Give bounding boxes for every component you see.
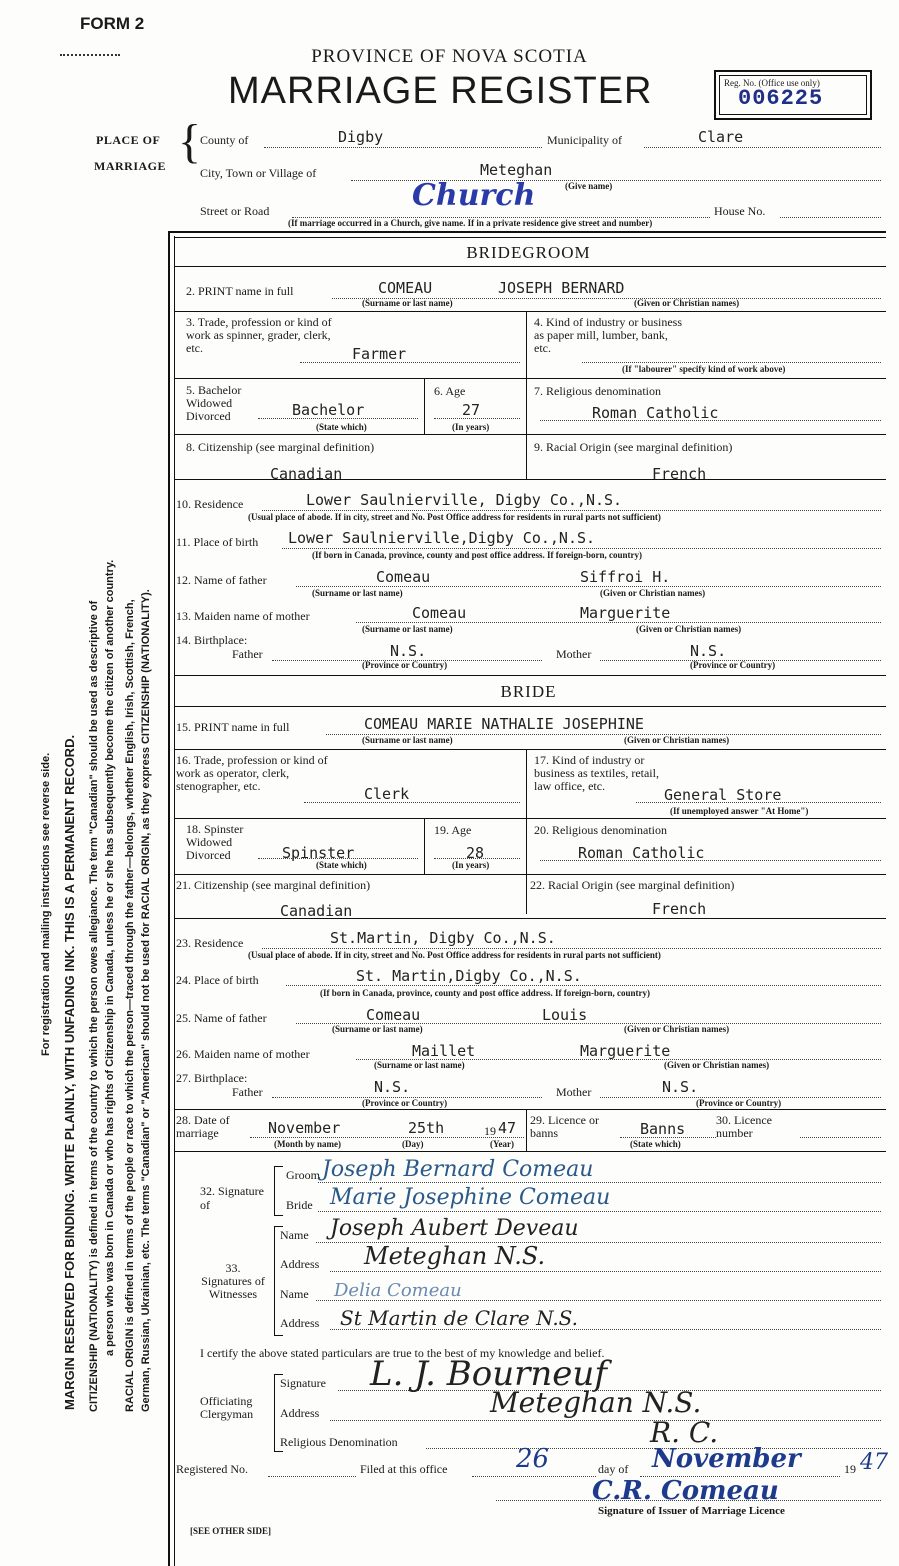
groom-signature: Joseph Bernard Comeau	[322, 1157, 594, 1182]
city-value: Meteghan	[480, 161, 553, 179]
bride-citizenship: Canadian	[280, 902, 353, 920]
marriage-day: 25th	[408, 1119, 445, 1137]
f2-label: 2. PRINT name in full	[186, 284, 294, 298]
f23-label: 23. Residence	[176, 936, 244, 950]
place-label-1: PLACE OF	[96, 133, 161, 147]
groom-mother-surname: Comeau	[412, 604, 467, 622]
f13-label: 13. Maiden name of mother	[176, 609, 310, 623]
witness2-address: St Martin de Clare N.S.	[340, 1306, 579, 1330]
groom-status: Bachelor	[292, 401, 365, 419]
margin-line-1: For registration and mailing instructions see reverse side.	[40, 752, 52, 1056]
bride-heading: BRIDE	[500, 682, 557, 701]
f15-label: 15. PRINT name in full	[176, 720, 290, 734]
groom-given: JOSEPH BERNARD	[498, 279, 625, 297]
clergy-religion: R. C.	[650, 1416, 719, 1449]
place-brace: {	[178, 115, 202, 168]
f7-label: 7. Religious denomination	[534, 384, 661, 398]
margin-line-2: MARGIN RESERVED FOR BINDING. WRITE PLAINLY, WITH UNFADING INK. THIS IS A PERMANENT RECORD.	[62, 734, 77, 1410]
witness1-name: Joseph Aubert Deveau	[330, 1216, 579, 1241]
f14-label: 14. Birthplace:	[176, 633, 248, 647]
marriage-month: November	[268, 1119, 341, 1137]
f32-label: 32. Signature of	[200, 1184, 264, 1212]
filed-year: 47	[860, 1450, 888, 1475]
margin-line-3: CITIZENSHIP (NATIONALITY) is defined in terms of the country to which the person owes allegiance. The term "Canadian" should be used as descriptive of	[88, 600, 100, 1412]
margin-line-6: German, Russian, Ukrainian, etc. The terms "Canadian" or "American" should not be used for RACIAL ORIGIN, as they express CITIZENSHIP (NATIONALITY).	[140, 589, 152, 1412]
groom-birthplace: Lower Saulnierville,Digby Co.,N.S.	[288, 529, 596, 547]
f11-label: 11. Place of birth	[176, 535, 259, 549]
f5-label: 5. Bachelor Widowed Divorced	[186, 383, 242, 423]
reg-number-box	[714, 70, 872, 120]
clergy-address: Meteghan N.S.	[490, 1386, 702, 1419]
bride-racial: French	[652, 900, 707, 918]
issuer-signature: C.R. Comeau	[592, 1476, 779, 1506]
place-label-2: MARRIAGE	[94, 159, 166, 173]
filed-label: Filed at this office	[360, 1462, 448, 1476]
bride-religion: Roman Catholic	[578, 844, 705, 862]
margin-line-5: RACIAL ORIGIN is defined in terms of the people or race to which the person—traced through the father—belongs, whether English, Irish, Scottish, French,	[124, 599, 136, 1412]
clergy-label: Officiating Clergyman	[200, 1394, 254, 1421]
certify-statement: I certify the above stated particulars are true to the best of my knowledge and belief.	[200, 1346, 605, 1360]
filed-month: November	[652, 1444, 801, 1474]
bride-name: COMEAU MARIE NATHALIE JOSEPHINE	[364, 715, 644, 733]
street-value: Church	[412, 178, 536, 213]
bride-mother-surname: Maillet	[412, 1042, 476, 1060]
bride-signature: Marie Josephine Comeau	[330, 1185, 611, 1210]
f28-label: 28. Date of marriage	[176, 1113, 230, 1140]
marriage-year: 47	[498, 1119, 517, 1137]
filed-day: 26	[516, 1444, 550, 1474]
groom-religion: Roman Catholic	[592, 404, 719, 422]
groom-racial: French	[652, 465, 707, 483]
groom-trade: Farmer	[352, 345, 407, 363]
bride-trade: Clerk	[364, 785, 410, 803]
groom-age: 27	[462, 401, 481, 419]
f6-label: 6. Age	[434, 384, 466, 398]
bride-industry: General Store	[664, 786, 782, 804]
f29-label: 29. Licence or banns	[530, 1113, 599, 1140]
f26-label: 26. Maiden name of mother	[176, 1047, 310, 1061]
witness1-address: Meteghan N.S.	[364, 1242, 546, 1270]
groom-mother-given: Marguerite	[580, 604, 671, 622]
issuer-label: Signature of Issuer of Marriage Licence	[598, 1505, 785, 1517]
form-left-rule	[168, 231, 170, 1566]
margin-line-4: a person who was born in Canada or who has rights of Citizenship in Canada, unless he or she has subsequently become the citizen of another country.	[104, 559, 116, 1356]
f33-label: 33. Signatures of Witnesses	[201, 1261, 265, 1301]
f10-label: 10. Residence	[176, 497, 244, 511]
give-name-hint: (Give name)	[565, 181, 613, 191]
street-label: Street or Road	[200, 204, 270, 218]
groom-mother-bp: N.S.	[690, 642, 727, 660]
bride-father-surname: Comeau	[366, 1006, 421, 1024]
province-heading: PROVINCE OF NOVA SCOTIA	[311, 46, 588, 67]
f21-label: 21. Citizenship (see marginal definition)	[176, 878, 371, 892]
f4-label: 4. Kind of industry or business as paper mill, lumber, bank, etc.	[534, 315, 682, 355]
f22-label: 22. Racial Origin (see marginal definition)	[530, 878, 735, 892]
bride-status: Spinster	[282, 844, 355, 862]
groom-father-surname: Comeau	[376, 568, 431, 586]
bride-father-bp: N.S.	[374, 1078, 411, 1096]
f9-label: 9. Racial Origin (see marginal definition)	[534, 440, 733, 454]
f30-label: 30. Licence number	[716, 1113, 772, 1140]
bridegroom-heading: BRIDEGROOM	[466, 243, 591, 262]
bride-age: 28	[466, 844, 485, 862]
f8-label: 8. Citizenship (see marginal definition)	[186, 440, 375, 454]
f25-label: 25. Name of father	[176, 1011, 267, 1025]
bride-mother-bp: N.S.	[662, 1078, 699, 1096]
clergy-signature: L. J. Bourneuf	[370, 1354, 607, 1394]
witness2-name: Delia Comeau	[334, 1280, 462, 1301]
f17-label: 17. Kind of industry or business as textiles, retail, law office, etc.	[534, 753, 659, 793]
municipality-value: Clare	[698, 128, 744, 146]
groom-residence: Lower Saulnierville, Digby Co.,N.S.	[306, 491, 623, 509]
city-label: City, Town or Village of	[200, 166, 317, 180]
see-other-side: [SEE OTHER SIDE]	[190, 1526, 272, 1536]
bride-father-given: Louis	[542, 1006, 588, 1024]
county-value: Digby	[338, 128, 384, 146]
f16-label: 16. Trade, profession or kind of work as operator, clerk, stenographer, etc.	[176, 753, 328, 793]
form-number: FORM 2	[80, 14, 145, 33]
f19-label: 19. Age	[434, 823, 472, 837]
reg-number: 006225	[738, 86, 824, 111]
f24-label: 24. Place of birth	[176, 973, 259, 987]
groom-citizenship: Canadian	[270, 465, 343, 483]
county-label: County of	[200, 133, 249, 147]
bride-residence: St.Martin, Digby Co.,N.S.	[330, 929, 556, 947]
f18-label: 18. Spinster Widowed Divorced	[186, 822, 244, 862]
groom-father-bp: N.S.	[390, 642, 427, 660]
f3-label: 3. Trade, profession or kind of work as spinner, grader, clerk, etc.	[186, 315, 332, 355]
groom-father-given: Siffroi H.	[580, 568, 671, 586]
f12-label: 12. Name of father	[176, 573, 267, 587]
f20-label: 20. Religious denomination	[534, 823, 667, 837]
municipality-label: Municipality of	[547, 133, 622, 147]
bride-birthplace: St. Martin,Digby Co.,N.S.	[356, 967, 582, 985]
page-title: MARRIAGE REGISTER	[228, 70, 653, 112]
bride-mother-given: Marguerite	[580, 1042, 671, 1060]
f27-label: 27. Birthplace:	[176, 1071, 248, 1085]
licence-value: Banns	[640, 1120, 686, 1138]
reg-number-label: Reg. No. (Office use only)	[724, 78, 820, 88]
groom-surname: COMEAU	[378, 279, 433, 297]
house-label: House No.	[714, 204, 766, 218]
street-note: (If marriage occurred in a Church, give name. If in a private residence give street and number)	[288, 218, 653, 228]
registered-label: Registered No.	[176, 1462, 248, 1476]
